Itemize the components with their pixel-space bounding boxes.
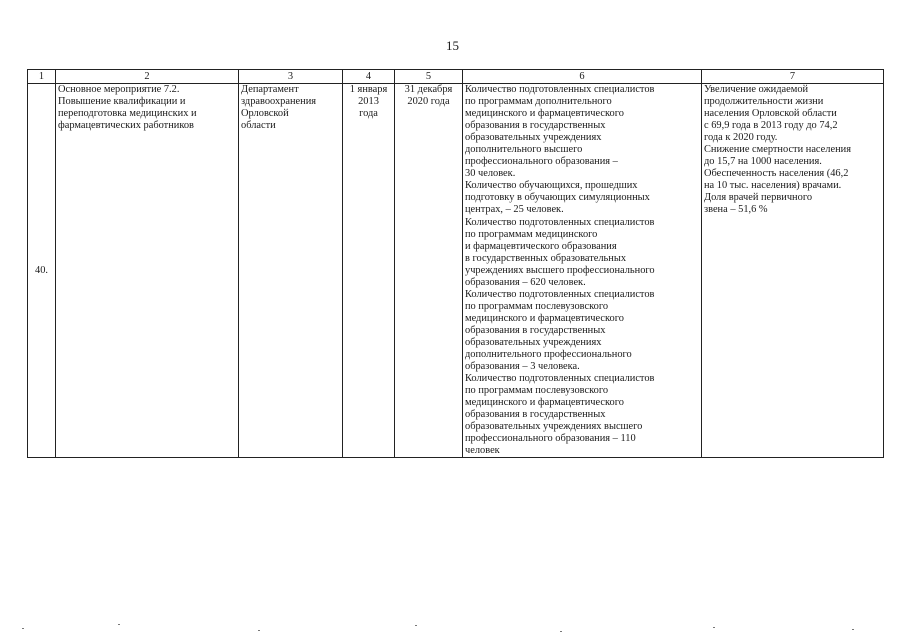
end-date-cell bbox=[395, 84, 463, 458]
indicator-paragraph bbox=[465, 289, 699, 373]
column-header-7: 7 bbox=[702, 70, 884, 84]
line: человек bbox=[465, 445, 500, 457]
column-header-6: 6 bbox=[463, 70, 702, 84]
scan-speck bbox=[22, 628, 24, 629]
scan-speck bbox=[713, 627, 715, 628]
scan-speck bbox=[118, 624, 120, 625]
line: образовательных учреждениях высшего bbox=[465, 421, 643, 433]
line: образования в государственных bbox=[465, 120, 606, 132]
line: области bbox=[241, 120, 276, 132]
column-header-5: 5 bbox=[395, 70, 463, 84]
line: Департамент bbox=[241, 84, 299, 95]
line: Количество обучающихся, прошедших bbox=[465, 180, 638, 192]
line: по программам послевузовского bbox=[465, 300, 609, 312]
line: образовательных учреждениях bbox=[465, 336, 602, 348]
line: образования – 3 человека. bbox=[465, 361, 580, 373]
results-cell bbox=[702, 84, 884, 458]
line: года к 2020 году. bbox=[704, 132, 778, 144]
line: 2020 года bbox=[407, 96, 450, 108]
start-date-cell bbox=[343, 84, 395, 458]
line: по программам послевузовского bbox=[465, 385, 609, 397]
line: 2013 bbox=[358, 96, 379, 108]
line: Снижение смертности населения bbox=[704, 144, 851, 156]
indicator-paragraph bbox=[465, 180, 699, 216]
result-paragraph bbox=[704, 144, 881, 168]
line: дополнительного профессионального bbox=[465, 349, 632, 361]
line: медицинского и фармацевтического bbox=[465, 312, 624, 324]
line: 31 декабря bbox=[404, 84, 453, 95]
line: образования в государственных bbox=[465, 409, 606, 421]
line: Обеспеченность населения (46,2 bbox=[704, 168, 849, 180]
page-number: 15 bbox=[446, 38, 459, 53]
line: в государственных образовательных bbox=[465, 252, 627, 264]
line: учреждениях высшего профессионального bbox=[465, 264, 655, 276]
result-paragraph bbox=[704, 192, 881, 216]
line: центрах, – 25 человек. bbox=[465, 204, 564, 216]
row-number: 40. bbox=[28, 84, 56, 458]
line: профессионального образования – 110 bbox=[465, 433, 636, 445]
line: образования – 620 человек. bbox=[465, 276, 586, 288]
executor-cell bbox=[239, 84, 343, 458]
line: Увеличение ожидаемой bbox=[704, 84, 809, 95]
line: Количество подготовленных специалистов bbox=[465, 373, 655, 385]
line: года bbox=[359, 108, 378, 120]
line: населения Орловской области bbox=[704, 108, 837, 120]
line: по программам дополнительного bbox=[465, 96, 612, 108]
line: и фармацевтического образования bbox=[465, 240, 617, 252]
column-header-2: 2 bbox=[56, 70, 239, 84]
measure-text bbox=[58, 84, 236, 132]
line: с 69,9 года в 2013 году до 74,2 bbox=[704, 120, 838, 132]
line: образовательных учреждениях bbox=[465, 132, 602, 144]
line: подготовку в обучающих симуляционных bbox=[465, 192, 650, 204]
line: здравоохранения bbox=[241, 96, 317, 108]
indicator-paragraph bbox=[465, 373, 699, 457]
line: Доля врачей первичного bbox=[704, 192, 813, 204]
line: фармацевтических работников bbox=[58, 120, 194, 132]
line: переподготовка медицинских и bbox=[58, 108, 197, 120]
line: звена – 51,6 % bbox=[704, 204, 768, 216]
line: медицинского и фармацевтического bbox=[465, 397, 624, 409]
measure-cell bbox=[56, 84, 239, 458]
line: 1 января bbox=[349, 84, 388, 95]
indicator-paragraph bbox=[465, 217, 699, 289]
line: профессионального образования – bbox=[465, 156, 618, 168]
result-paragraph bbox=[704, 168, 881, 192]
line: Количество подготовленных специалистов bbox=[465, 288, 655, 300]
indicator-paragraph bbox=[465, 84, 699, 180]
line: продолжительности жизни bbox=[704, 96, 824, 108]
line: Орловской bbox=[241, 108, 289, 120]
table-row bbox=[28, 84, 884, 458]
line: дополнительного высшего bbox=[465, 144, 583, 156]
line: Количество подготовленных специалистов bbox=[465, 84, 655, 95]
line: Основное мероприятие 7.2. bbox=[58, 84, 180, 95]
table-header-row bbox=[28, 70, 884, 84]
scan-speck bbox=[415, 625, 417, 626]
column-header-4: 4 bbox=[343, 70, 395, 84]
column-header-3: 3 bbox=[239, 70, 343, 84]
line: Количество подготовленных специалистов bbox=[465, 216, 655, 228]
indicators-cell bbox=[463, 84, 702, 458]
column-header-1: 1 bbox=[28, 70, 56, 84]
line: образования в государственных bbox=[465, 324, 606, 336]
result-paragraph bbox=[704, 84, 881, 144]
line: 30 человек. bbox=[465, 168, 516, 180]
scan-speck bbox=[258, 630, 260, 631]
line: медицинского и фармацевтического bbox=[465, 108, 624, 120]
line: на 10 тыс. населения) врачами. bbox=[704, 180, 842, 192]
measures-table bbox=[27, 69, 884, 458]
line: по программам медицинского bbox=[465, 228, 598, 240]
scan-speck bbox=[852, 629, 854, 630]
line: Повышение квалификации и bbox=[58, 96, 186, 108]
scan-speck bbox=[560, 631, 562, 632]
line: до 15,7 на 1000 населения. bbox=[704, 156, 822, 168]
